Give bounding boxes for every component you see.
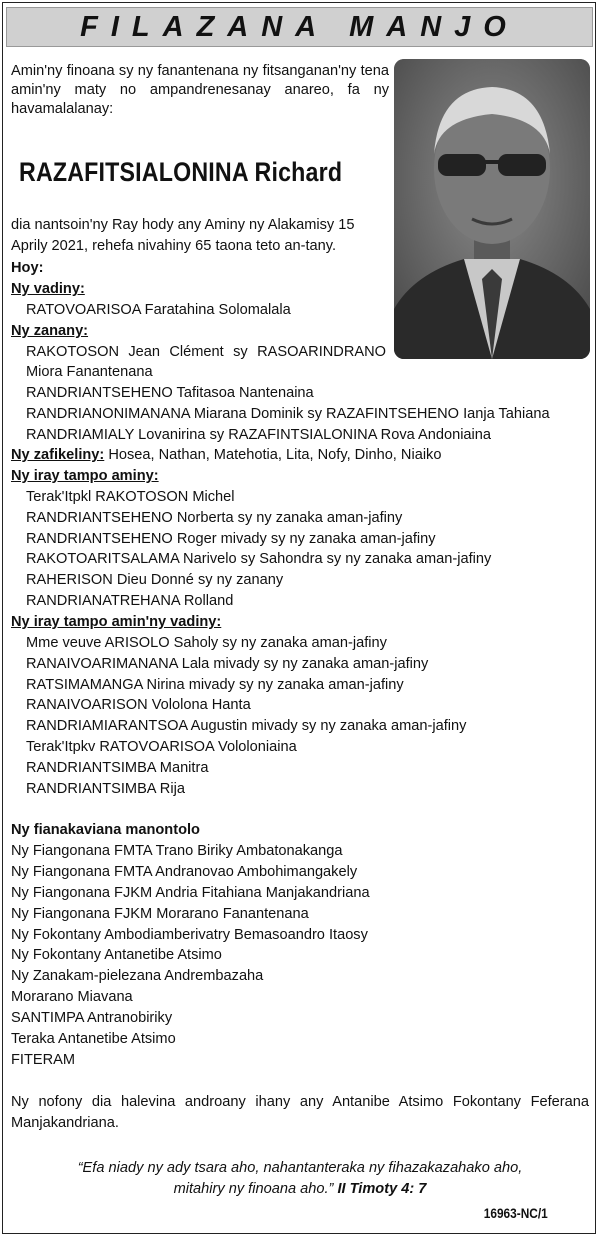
list-item: RANDRIAMIARANTSOA Augustin mivady sy ny zanaka aman-jafiny xyxy=(26,718,467,734)
notice-title: FILAZANA MANJO xyxy=(80,10,519,43)
notice-header xyxy=(6,7,593,47)
list-item: RANDRIANTSIMBA Rija xyxy=(26,781,185,797)
list-item: Teraka Antanetibe Atsimo xyxy=(11,1031,176,1047)
quote-line-1: “Efa niady ny ady tsara aho, nahantanteraka ny fihazakazahako aho, xyxy=(77,1160,523,1176)
list-item: RANDRIANTSEHENO Roger mivady sy ny zanaka aman-jafiny xyxy=(26,531,436,547)
list-item: RANDRIANONIMANANA Miarana Dominik sy RAZAFINTSEHENO Ianja Tahiana xyxy=(26,406,550,422)
zafikeliny-label: Ny zafikeliny: xyxy=(11,447,105,463)
quote-line-2 xyxy=(11,1179,589,1200)
list-item: Terak'Itpkl RAKOTOSON Michel xyxy=(26,489,235,505)
list-item: Ny Zanakam-pielezana Andrembazaha xyxy=(11,968,264,984)
list-item: RANDRIANTSEHENO Tafitasoa Nantenaina xyxy=(26,385,314,401)
list-item: Mme veuve ARISOLO Saholy sy ny zanaka aman-jafiny xyxy=(26,635,387,651)
list-item: Ny Fiangonana FJKM Morarano Fanantenana xyxy=(11,906,309,922)
list-item: RANDRIANTSEHENO Norberta sy ny zanaka aman-jafiny xyxy=(26,510,403,526)
list-item: Morarano Miavana xyxy=(11,989,133,1005)
vadiny-label: Ny vadiny: xyxy=(11,281,85,297)
quote-reference: II Timoty 4: 7 xyxy=(337,1180,427,1197)
list-item: RAHERISON Dieu Donné sy ny zanany xyxy=(26,572,284,588)
zafikeliny-row xyxy=(11,447,441,463)
list-item: RAKOTOARITSALAMA Narivelo sy Sahondra sy ny zanaka aman-jafiny xyxy=(26,551,492,567)
deceased-photo xyxy=(394,59,590,359)
list-item: Ny Fiangonana FMTA Andranovao Ambohimangakely xyxy=(11,864,358,880)
list-item: Terak'Itpkv RATOVOARISOA Vololoniaina xyxy=(26,739,297,755)
ad-reference: 16963-NC/1 xyxy=(483,1206,548,1221)
zafikeliny-text: Hosea, Nathan, Matehotia, Lita, Nofy, Dinho, Niaiko xyxy=(108,447,442,463)
list-item: RANDRIAMIALY Lovanirina sy RAZAFINTSIALONINA Rova Andoniaina xyxy=(26,427,492,443)
list-item: RANAIVOARIMANANA Lala mivady sy ny zanaka aman-jafiny xyxy=(26,656,429,672)
list-item: RAKOTOSON Jean Clément sy RASOARINDRANO xyxy=(26,344,386,360)
list-item: RATSIMAMANGA Nirina mivady sy ny zanaka aman-jafiny xyxy=(26,677,404,693)
burial-notice: Ny nofony dia halevina androany ihany any Antanibe Atsimo Fokontany Feferana Manjakandriana. xyxy=(11,1094,589,1131)
list-item: RANDRIANATREHANA Rolland xyxy=(26,593,234,609)
tampo-vadiny-label: Ny iray tampo amin'ny vadiny: xyxy=(11,614,222,630)
list-item: RANAIVOARISON Vololona Hanta xyxy=(26,697,251,713)
intro-paragraph: Amin'ny finoana sy ny fanantenana ny fitsanganan'ny tena amin'ny maty no ampandrenesanay anareo, fa ny havamalalanay: xyxy=(11,63,389,117)
deceased-name: RAZAFITSIALONINA Richard xyxy=(19,157,343,187)
list-item: Ny Fiangonana FJKM Andria Fitahiana Manjakandriana xyxy=(11,885,370,901)
list-item: RATOVOARISOA Faratahina Solomalala xyxy=(26,302,291,318)
list-item: FITERAM xyxy=(11,1052,76,1068)
bible-quote xyxy=(11,1158,589,1199)
zanany-label: Ny zanany: xyxy=(11,323,89,339)
list-item: Ny Fokontany Antanetibe Atsimo xyxy=(11,947,222,963)
list-item: Ny Fokontany Ambodiamberivatry Bemasoandro Itaosy xyxy=(11,927,368,943)
fianakaviana-label: Ny fianakaviana manontolo xyxy=(11,822,200,838)
quote-text: mitahiry ny finoana aho.” xyxy=(173,1180,334,1197)
list-item: Ny Fiangonana FMTA Trano Biriky Ambatonakanga xyxy=(11,843,343,859)
death-notice: dia nantsoin'ny Ray hody any Aminy ny Alakamisy 15 Aprily 2021, rehefa nivahiny 65 taona teto an-tany. xyxy=(11,217,355,254)
list-item: Miora Fanantenana xyxy=(26,364,153,380)
hoy-label: Hoy: xyxy=(11,260,44,276)
list-item: SANTIMPA Antranobiriky xyxy=(11,1010,173,1026)
list-item: RANDRIANTSIMBA Manitra xyxy=(26,760,209,776)
tampo-aminy-label: Ny iray tampo aminy: xyxy=(11,468,159,484)
